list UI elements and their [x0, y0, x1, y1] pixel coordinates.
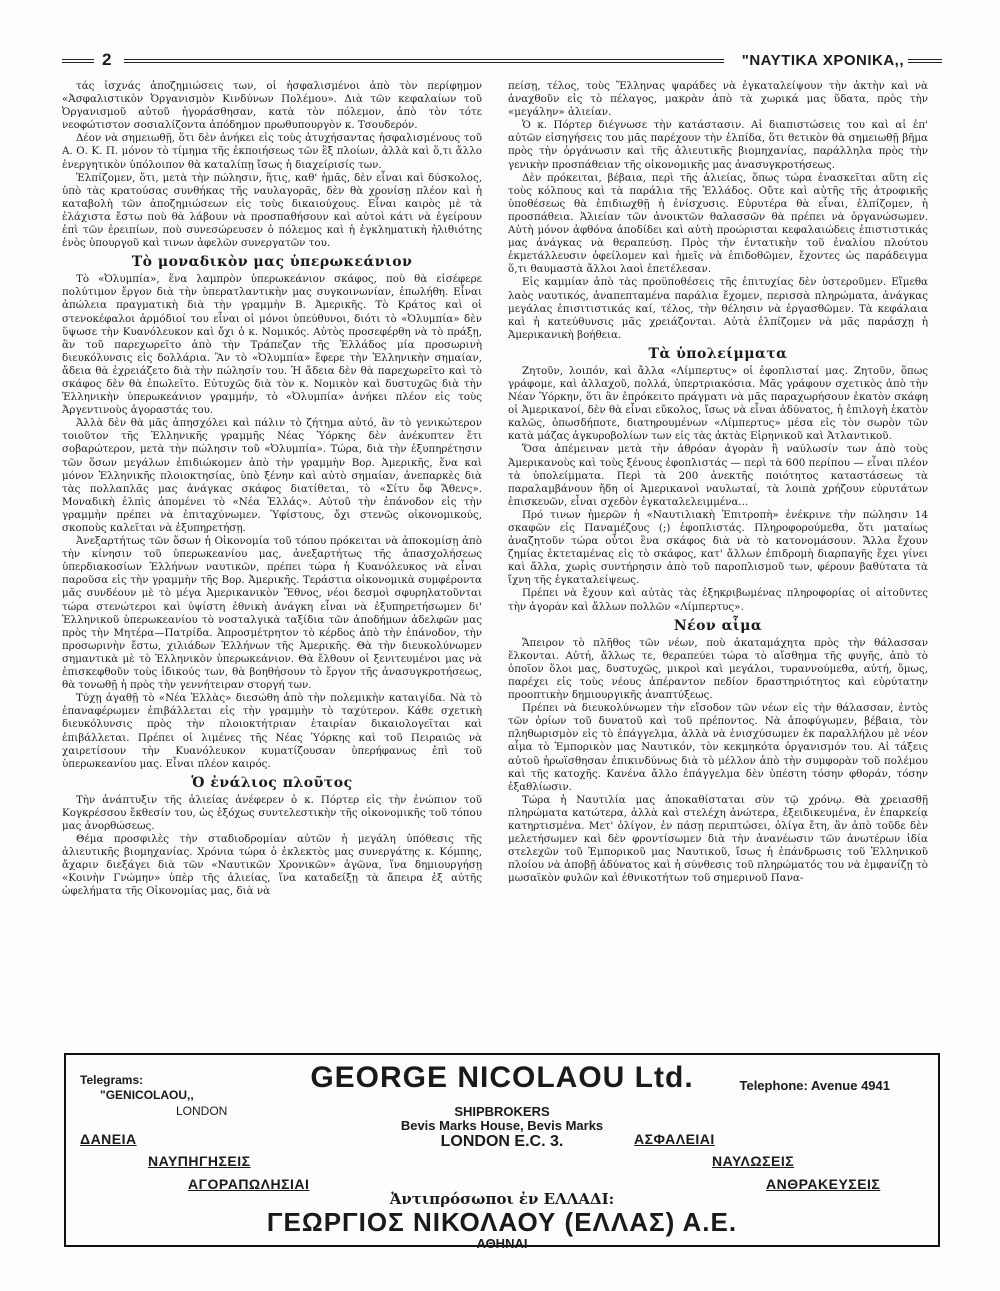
section-heading: Τὸ μοναδικὸν μας ὑπερωκεάνιον	[131, 254, 413, 271]
paragraph: Δέον νὰ σημειωθῇ, ὅτι δὲν ἀνήκει εἰς τοὺς ἀτυχήσαντας ἠσφαλισμένους τοῦ Α. Ο. Κ. Π. μόνον τὸ τίμημα τῆς ἐκποιήσεως τῶν ἓξ πλοίων, ἀλλὰ καὶ ὅ,τι ἄλλο ἐνεργητικὸν ὑπόλοιπον θὰ καταλίπῃ ἴσως ἡ διαχείρισίς των.	[62, 132, 482, 171]
paragraph: Θέμα προσφιλὲς τὴν σταδιοδρομίαν αὐτῶν ἡ μεγάλη ὑπόθεσις τῆς ἁλιευτικῆς βιομηχανίας. Χρόνια τώρα ὁ ἐκλεκτὸς μας συνεργάτης κ. Κόμπης, ἄχαριν διεξάγει διὰ τῶν «Ναυτικῶν Χρονικῶν» ἀγῶνα, ἵνα δημιουργήσῃ «Κοινὴν Γνώμην» ὑπὲρ τῆς ἁλιείας, ἵνα καταδείξῃ τὰ ἄπειρα ἐξ αὐτῆς ὠφελήματα τῆς Οἰκονομίας μας, διὰ νὰ	[62, 833, 482, 898]
paragraph: Ἀλλὰ δὲν θὰ μᾶς ἀπησχόλει καὶ πάλιν τὸ ζήτημα αὐτό, ἂν τὸ γενικώτερον τοιοῦτον τῆς Ἑλληνικῆς γραμμῆς Νέας Ὑόρκης δὲν ἀνέκυπτεν ἔτι σοβαρώτερον, μετὰ τὴν πώλησιν τοῦ «Ὀλυμπία». Τώρα, διὰ τὴν ἐξυπηρέτησιν τῶν ὅσων μεγάλων ἐπιδιώκομεν ἀπὸ τὴν γραμμὴν Βορ. Ἀμερικῆς, ἕνα καὶ μόνον Ἑλληνικῆς πλοιοκτησίας, ὑπὸ ξένην καὶ αὐτὸ σημαίαν, ἀνεπαρκὲς διὰ τὰς πολλαπλᾶς μας ἀνάγκας σκάφος διατίθεται, τὸ «Σίτυ ὄφ Ἄθενς». Μοναδικὴ ἐλπὶς ἀπομένει τὸ «Νέα Ἑλλάς». Αὐτοῦ τὴν ἐπάνοδον εἰς τὴν γραμμὴν πρέπει νὰ ἐπιταχύνωμεν. Ὑφίστους, ὄχι στενῶς οἰκονομικούς, σκοποὺς καλεῖται νὰ ἐξυπηρετήσῃ.	[62, 417, 482, 534]
masthead-title: "ΝΑΥΤΙΚΑ ΧΡΟΝΙΚΑ,,	[741, 52, 904, 69]
paragraph: πείσῃ, τέλος, τοὺς Ἕλληνας ψαράδες νὰ ἐγκαταλείψουν τὴν ἀκτὴν καὶ νὰ ἀναχθοῦν εἰς τὸ πέλαγος, μακρὰν ἀπὸ τὰ χωρικά μας ὕδατα, πρὸς τὴν «μεγάλην» ἁλιείαν.	[508, 80, 928, 119]
page-number: 2	[102, 50, 112, 69]
telephone: Telephone: Avenue 4941	[739, 1078, 890, 1093]
left-column	[62, 80, 482, 1044]
firm-line: SHIPBROKERS	[454, 1104, 550, 1119]
paragraph: Ὁ κ. Πόρτερ διέγνωσε τὴν κατάστασιν. Αἱ διαπιστώσεις του καὶ αἱ ἐπ' αὐτῶν εἰσηγήσεις του μᾶς παρέχουν τὴν ἐλπίδα, ὅτι θετικὸν θὰ σημειωθῇ βῆμα πρὸς τὴν ὀργάνωσιν καὶ τῆς ἁλιευτικῆς βιομηχανίας, παράλληλα πρὸς τὴν γενικὴν προσπάθειαν τῆς οἰκονομικῆς μας ἀνασυγκροτήσεως.	[508, 119, 928, 171]
service-anthrakeyseis: ΑΝΘΡΑΚΕΥΣΕΙΣ	[766, 1176, 881, 1192]
paragraph: Τύχῃ ἀγαθῇ τὸ «Νέα Ἑλλὰς» διεσώθη ἀπὸ τὴν πολεμικὴν καταιγίδα. Νὰ τὸ ἐπαναφέρωμεν ἐπιβάλλεται εἰς τὴν γραμμὴν τὸ ταχύτερον. Κάθε σχετικὴ διευκόλυνσις πρὸς τὴν πλοιοκτήτριαν ἑταιρίαν δικαιολογεῖται καὶ ἐπιβάλλεται. Πρέπει οἱ λιμένες τῆς Νέας Ὑόρκης καὶ τοῦ Πειραιῶς νὰ χαιρετίσουν τὴν Κυανόλευκον κυματίζουσαν ὑπερήφανως ἐπὶ τοῦ ὑπερωκεανίου μας. Εἶναι πλέον καιρός.	[62, 692, 482, 770]
paragraph: Τὸ «Ὀλυμπία», ἕνα λαμπρὸν ὑπερωκεάνιον σκάφος, ποὺ θὰ εἰσέφερε πολύτιμον ἔργον διὰ τὴν ὑπερατλαντικὴν μας συγκοινωνίαν, ἐπωλήθη. Εἶναι ἀπώλεια πραγματικὴ διὰ τὴν γραμμὴν Β. Ἀμερικῆς. Τὸ Κράτος καὶ οἱ στενοκέφαλοι ἁρμόδιοί του εἶναι οἱ μόνοι ὑπεύθυνοι, διότι τὸ «Ὀλυμπία» δὲν ὕψωσε τὴν Κυανόλευκον καὶ ὄχι ὁ κ. Νομικός. Αὐτὸς προσεφέρθη νὰ τὸ πράξῃ, ἂν τοῦ παρεχωρεῖτο ἀπὸ τὴν Τράπεζαν τῆς Ἑλλάδος μία προσωρινὴ διευκόλυνσις εἰς δολλάρια. Ἂν τὸ «Ὀλυμπία» ἔφερε τὴν Ἑλληνικὴν σημαίαν, ἄδεια θὰ ἐχρειάζετο διὰ τὴν πώλησίν του. Ἡ ἄδεια δὲν θὰ παρεχωρεῖτο καὶ τὸ σκάφος δὲν θὰ ἐπωλεῖτο. Εὐτυχῶς διὰ τὸν κ. Νομικὸν καὶ δυστυχῶς διὰ τὴν Ἑλληνικὴν ὑπερωκεάνιον γραμμήν, τὸ «Ὀλυμπία» ἀνήκει πλέον εἰς τοὺς Ἀργεντινοὺς ἀγοραστάς του.	[62, 273, 482, 417]
telegrams-label: Telegrams:	[80, 1073, 144, 1087]
paragraph: Πρέπει νὰ ἔχουν καὶ αὐτὰς τὰς ἐξηκριβωμένας πληροφορίας οἱ αἰτοῦντες τὴν ἀγορὰν καὶ ἄλλων πολλῶν «Λίμπερτυς».	[508, 587, 928, 613]
firm-address: Bevis Marks House, Bevis Marks	[400, 1118, 604, 1133]
paragraph: Ζητοῦν, λοιπόν, καὶ ἄλλα «Λίμπερτυς» οἱ ἐφοπλισταί μας. Ζητοῦν, ὅπως γράφομε, καὶ ἀλλαχοῦ, πολλά, ὑπερτριακόσια. Μᾶς γράφουν σχετικὸς ἀπὸ τὴν Νέαν Ὑόρκην, ὅτι ἂν ἐπρόκειτο πράγματι νὰ μᾶς παραχωρήσουν ἑκατὸν σκάφη οἱ Ἀμερικανοί, δὲν θὰ εἶναι εὔκολος, ἴσως νὰ εἶναι ἀδύνατος, ἡ ἐπιλογὴ ἑκατὸν καλῶς, ὁπωσδήποτε, διατηρουμένων «Λίμπερτυς» μέσα εἰς τὸν σωρὸν τῶν κατὰ μάζας ἀγκυροβολίων των εἰς τὰς ἀκτὰς Εἰρηνικοῦ καὶ Ἀτλαντικοῦ.	[508, 364, 928, 443]
paragraph: Πρό τινων ἡμερῶν ἡ «Ναυτιλιακὴ Ἐπιτροπὴ» ἐνέκρινε τὴν πώλησιν 14 σκαφῶν εἰς Παναμέζους (;) ἐφοπλιστάς. Πληροφορούμεθα, ὅτι ματαίως ἀναζητοῦν τώρα οὗτοι ἓνα σκάφος διὰ νὰ τὸ κατονομάσουν. Ἄλλα ἔχουν ζημίας ἐκτεταμένας εἰς τὸ σκάφος, κατ' ἄλλων ἐπιδρομὴ διαρπαγῆς ἔχει γίνει καὶ ἄλλα, χωρὶς συντήρησιν ἀπὸ τοῦ παροπλισμοῦ των, φέρουν βαθύτατα τὰ ἴχνη τῆς ἐγκαταλείψεως.	[508, 508, 928, 587]
section-heading: Τὰ ὑπολείμματα	[648, 345, 788, 362]
representatives-label: Ἀντιπρόσωποι ἐν ΕΛΛΑΔΙ:	[389, 1190, 615, 1208]
section-heading: Ὁ ἐνάλιος πλοῦτος	[191, 774, 353, 791]
paragraph: Ἄπειρον τὸ πλῆθος τῶν νέων, ποὺ ἀκαταμάχητα πρὸς τὴν θάλασσαν ἕλκονται. Αὐτή, ἄλλως τε, θεραπεύει τώρα τὸ αἴσθημα τῆς φυγῆς, ἀπὸ τὸ ὁποῖον ὅλοι μας, δυστυχῶς, μικροὶ καὶ μεγάλοι, τυραννούμεθα, αὐτή, ὅμως, παρέχει εἰς τοὺς νέους ἀπέραντον πεδίον δραστηριότητος καὶ εὐρύτατην προοπτικὴν δημιουργικῆς ἀναπτύξεως.	[508, 636, 928, 702]
paragraph: Ἀνεξαρτήτως τῶν ὅσων ἡ Οἰκονομία τοῦ τόπου πρόκειται νὰ ἀποκομίσῃ ἀπὸ τὴν κίνησιν τοῦ ὑπερωκεανίου μας, ἀνεξαρτήτως τῆς ἀπασχολήσεως ὑπερδιακοσίων Ἑλλήνων ναυτικῶν, πρέπει τώρα ἡ Κυανόλευκος νὰ εἶναι παροῦσα εἰς τὴν γραμμὴν τῆς Βορ. Ἀμερικῆς. Τεράστια οἰκονομικὰ συμφέροντα μᾶς συνδέουν μὲ τὸ μέγα Ἀμερικανικὸν Ἔθνος, νέοι δεσμοὶ σφυρηλατοῦνται τώρα στενώτεροι καὶ ὑψίστη ἐθνικὴ ἀνάγκη εἶναι νὰ ἐξυπηρετήσωμεν δι' Ἑλληνικοῦ ὑπερωκεανίου τὸ νοσταλγικὰ ταξίδια τῶν ἀποδήμων ἀδελφῶν μας πρὸς τὴν Μητέρα—Πατρίδα. Ἀπροσμέτρητον τὸ κέρδος ἀπὸ τὴν ἐπάνοδον, τὴν προσωρινὴν ἔστω, χιλιάδων Ἑλλήνων τῆς Ἀμερικῆς. Θὰ τὴν διευκολύνωμεν σημαντικὰ μὲ τὸ Ἑλληνικὸν ὑπερωκεάνιον. Θὰ ἔλθουν οἱ ξενιτευμένοι μας νὰ ἐπισκεφθοῦν τοὺς ἰδικούς των, θὰ βοηθήσουν τὸ ἔργον τῆς ἀνασυγκροτήσεως, θὰ τονωθῇ ἡ πρὸς τὴν γεννήτειραν στοργή των.	[62, 535, 482, 692]
service-naylwseis: ΝΑΥΛΩΣΕΙΣ	[712, 1153, 795, 1169]
service-nayphghseis: ΝΑΥΠΗΓΗΣΕΙΣ	[148, 1153, 251, 1169]
service-asfaleiai: ΑΣΦΑΛΕΙΑΙ	[634, 1131, 715, 1147]
paragraph: Τώρα ἡ Ναυτιλία μας ἀποκαθίσταται σὺν τῷ χρόνῳ. Θὰ χρειασθῇ πληρώματα κατώτερα, ἀλλὰ καὶ στελέχη ἀνώτερα, ἐξειδικευμένα, ἐν ἐπαρκείᾳ κατηρτισμένα. Μετ' ὀλίγον, ἐν πάσῃ περιπτώσει, ὀλίγα ἔτη, ἂν ἀπὸ τοῦδε δὲν μελετήσωμεν καὶ δὲν φροντίσωμεν διὰ τὴν ἀνανέωσιν τῶν ἀνωτέρων ἰδία στελεχῶν τοῦ Ἐμπορικοῦ μας Ναυτικοῦ, ἴσως ἡ ἐπάνδρωσις τοῦ Ἑλληνικοῦ πλοίου νὰ ἀποβῇ ἀδύνατος καὶ ἡ σύνθεσις τοῦ πληρώματός του νὰ ἐμφανίζῃ τὸ μωσαϊκὸν φυλῶν καὶ ἐθνικοτήτων τοῦ σημερινοῦ Πανα-	[508, 793, 928, 885]
paragraph: Ὅσα ἀπέμειναν μετὰ τὴν ἀθρόαν ἀγορὰν ἢ ναύλωσίν των ἀπὸ τοὺς Ἀμερικανοὺς καὶ τοὺς ξένους ἐφοπλιστάς — περὶ τὰ 600 περίπου — εἶναι πλέον τὰ ὑπολείμματα. Περὶ τὰ 200 ἀνεκτῆς ποιότητος καταστάσεως τὰ παραλαμβάνουν ἤδη οἱ Ἀμερικανοὶ ναυλωταί, τὰ λοιπὰ χρήζουν εὐρυτάτων ἐπισκευῶν, εἶναι σχεδὸν ἐγκαταλελειμμένα...	[508, 443, 928, 508]
service-agorapwlhsiai: ΑΓΟΡΑΠΩΛΗΣΙΑΙ	[188, 1176, 310, 1192]
paragraph: Πρέπει νὰ διευκολύνωμεν τὴν εἴσοδον τῶν νέων εἰς τὴν θάλασσαν, ἐντὸς τῶν ὁρίων τοῦ δυνατοῦ καὶ τοῦ πρέποντος. Νὰ ἀποφύγωμεν, βέβαια, τὸν πληθωρισμὸν εἰς τὸ ἐπάγγελμα, ἀλλὰ νὰ ἐνισχύσωμεν ἐκ παραλλήλου μὲ νέον αἷμα τὸ Ἐμπορικὸν μας Ναυτικόν, τὸν κεκμηκότα ὀργανισμόν του. Αἱ τάξεις αὐτοῦ ἡρωϊσθησαν ἐπικινδύνως διὰ τὸ μέλλον ἀπὸ τὴν συμφορὰν τοῦ πολέμου καὶ τῆς κατοχῆς. Κανένα ἄλλο ἐπάγγελμα δὲν ὑπέστη τόσην φθοράν, τόσην ἐξαθλίωσιν.	[508, 702, 928, 793]
page-header	[62, 50, 942, 72]
firm-name: GEORGE NICOLAOU Ltd.	[310, 1061, 694, 1094]
service-daneia: ΔΑΝΕΙΑ	[80, 1131, 137, 1147]
telegrams-value: "GENICOLAOU,,	[100, 1088, 194, 1102]
paragraph: τάς ἰσχνάς ἀποζημιώσεις των, οἱ ἠσφαλισμένοι ἀπὸ τὸν περίφημον «Ἀσφαλιστικὸν Ὀργανισμὸν Κινδύνων Πολέμου». Διὰ τῶν κεφαλαίων τοῦ Ὀργανισμοῦ αὐτοῦ ἠγοράσθησαν, κατὰ τὸν πόλεμον, ἀπὸ τὸν τότε νεοφώτιστον σοσιαλίζοντα ἀπόδημον πρωθυπουργὸν κ. Τσουδερόν.	[62, 80, 482, 132]
header-rule	[62, 59, 94, 63]
firm-city: LONDON E.C. 3.	[440, 1133, 564, 1150]
right-column	[508, 80, 928, 1044]
representatives-firm: ΓΕΩΡΓΙΟΣ ΝΙΚΟΛΑΟΥ (ΕΛΛΑΣ) Α.Ε.	[266, 1207, 738, 1237]
paragraph: Τὴν ἀνάπτυξιν τῆς ἁλιείας ἀνέφερεν ὁ κ. Πόρτερ εἰς τὴν ἐνώπιον τοῦ Κογκρέσσου ἔκθεσίν του, ὡς ἐξόχως συντελεστικὴν τῆς οἰκονομικῆς τοῦ τόπου μας ἀνορθώσεως.	[62, 793, 482, 832]
paragraph: Εἰς καμμίαν ἀπὸ τὰς προϋποθέσεις τῆς ἐπιτυχίας δὲν ὑστεροῦμεν. Εἴμεθα λαὸς ναυτικός, ἀναπεπταμένα παράλια ἔχομεν, περισσὰ πληρώματα, ἀνάγκας μεγάλας ἐπισιτιστικάς καί, τέλος, τὴν θέλησιν νὰ ἐργασθῶμεν. Τὰ κεφάλαια καὶ ἡ κατεύθυνσις μᾶς χρειάζονται. Αὐτὰ ἐλπίζομεν νὰ μᾶς παράσχῃ ἡ Ἀμερικανικὴ βοήθεια.	[508, 276, 928, 341]
paragraph: Ἐλπίζομεν, ὅτι, μετὰ τὴν πώλησιν, ἥτις, καθ' ἡμᾶς, δὲν εἶναι καὶ δύσκολος, ὑπὸ τὰς κρατούσας συνθήκας τῆς ναυλαγορᾶς, δὲν θὰ χρονίσῃ πλέον καὶ ἡ καταβολὴ τῶν ἀποζημιώσεων εἰς τοὺς δικαιούχους. Εἶναι καιρὸς μὲ τὰ ἐλάχιστα ἔστω ποὺ θὰ λάβουν νὰ προσπαθήσουν καὶ αὐτοὶ κάτι νὰ ἐγείρουν ἐπὶ τῶν ἐρειπίων, ποὺ συνεσώρευσεν ὁ πόλεμος καὶ ἡ ἐγκληματικὴ ἠλιθιότης ἑνὸς ὑπουργοῦ καὶ τινων ἀφελῶν συνεργατῶν του.	[62, 171, 482, 250]
section-heading: Νέον αἷμα	[673, 617, 763, 634]
header-rule	[124, 59, 724, 63]
paragraph: Δὲν πρόκειται, βέβαια, περὶ τῆς ἁλιείας, ὅπως τώρα ἐνασκεῖται αὕτη εἰς τοὺς κόλπους καὶ τὰ παράλια τῆς Ἑλλάδος. Οὔτε καὶ αὐτῆς τῆς ἀτροφικῆς ὑποθέσεως θὰ ἐπιδιωχθῇ ἡ ἐνίσχυσις. Εὐρυτέρα θὰ εἶναι, ἐλπίζομεν, ἡ προσπάθεια. Ἁλιείαν τῶν ἀνοικτῶν θαλασσῶν θὰ πρέπει νὰ ὀργανώσωμεν. Αὐτὴ μόνον ἀφθόνα ἀποδίδει καὶ αὐτὴ προώρισται κεφαλαιώδεις ἐπιστιστικάς μας ἀνάγκας νὰ θεραπεύσῃ. Πρὸς τὴν ἐντατικὴν τοῦ ἐναλίου πλούτου ἐκμετάλλευσιν ὀφείλομεν καὶ ἡμεῖς νὰ ἐπιδοθῶμεν, ἔχοντες ὡς παράδειγμα ὅ,τι θαυμαστὰ ἄλλοι λαοὶ ἐπετέλεσαν.	[508, 171, 928, 276]
representatives-city: ΑΘΗΝΑΙ	[476, 1236, 528, 1251]
telegrams-city: LONDON	[176, 1104, 228, 1118]
advertisement-box	[64, 1053, 940, 1251]
header-rule	[908, 59, 942, 63]
